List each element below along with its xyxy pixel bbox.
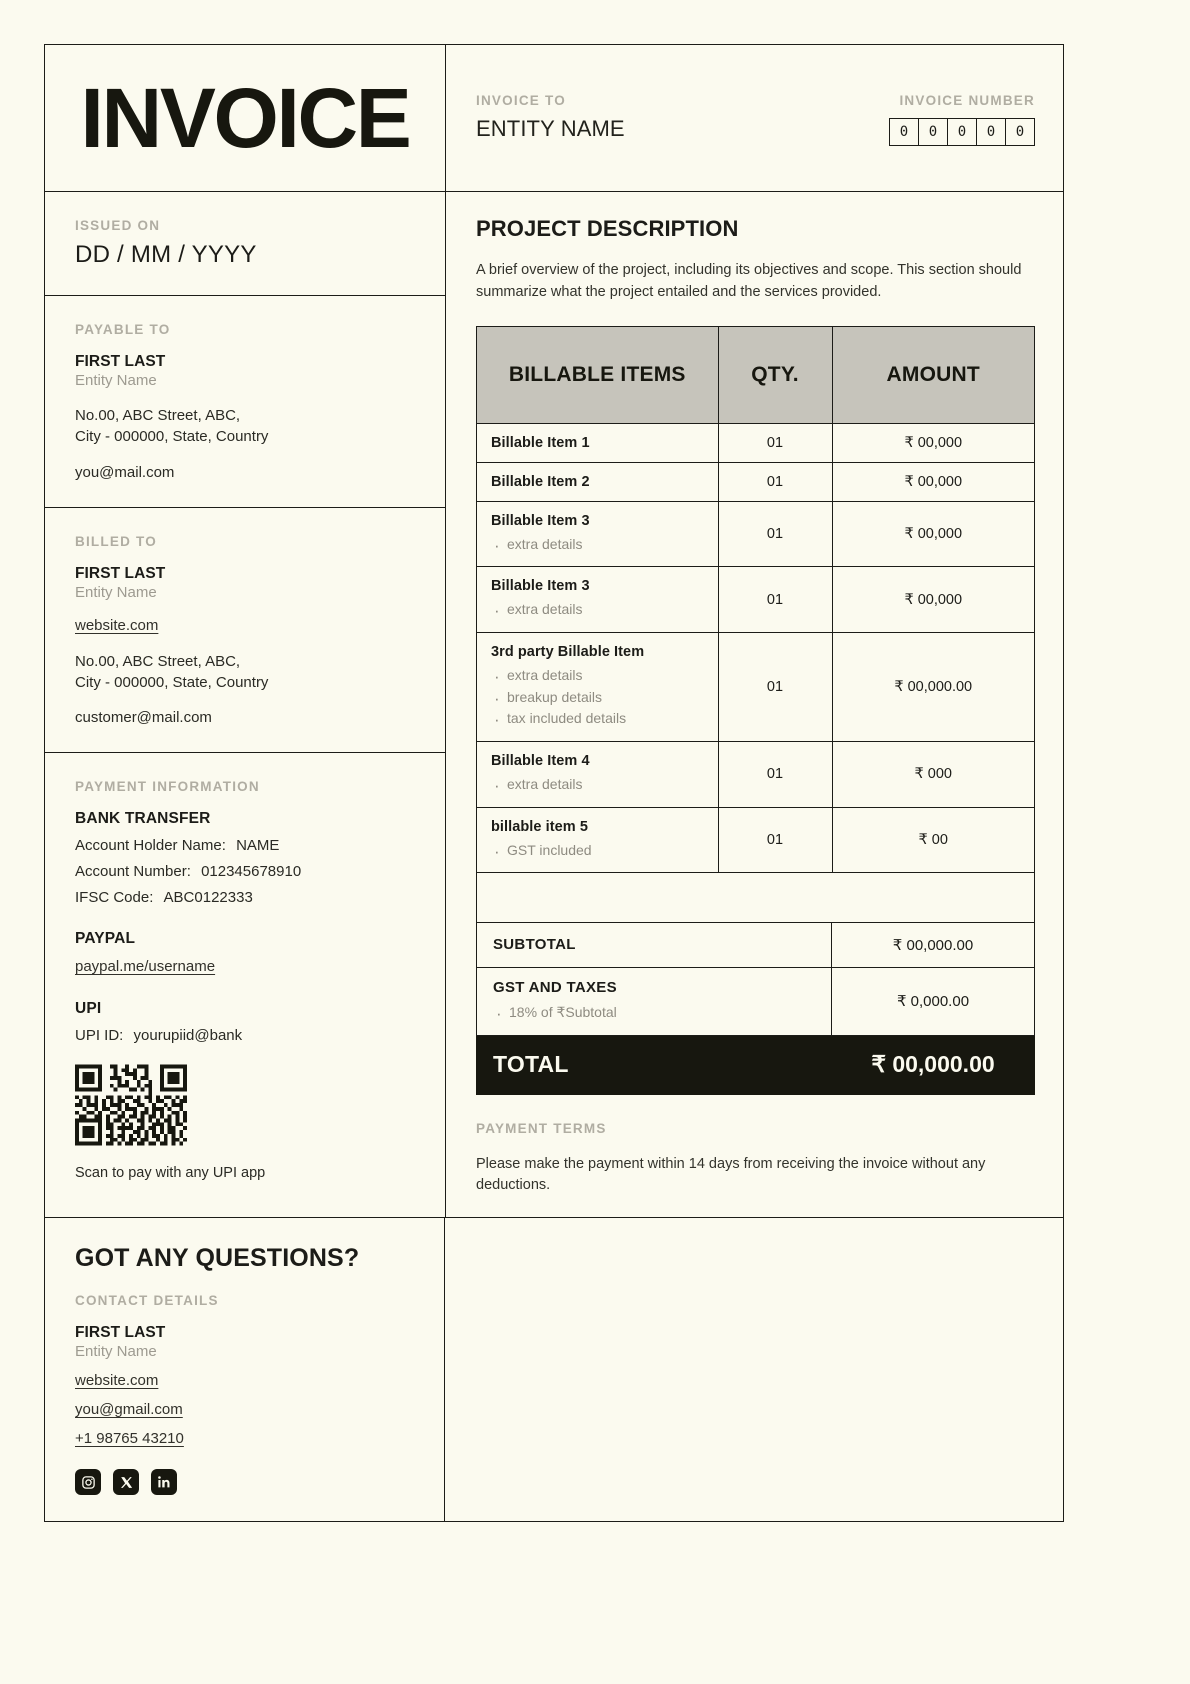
account-holder-row — [75, 837, 415, 854]
table-row — [477, 423, 1034, 462]
invoice-to-label: INVOICE TO — [476, 93, 566, 108]
qr-caption: Scan to pay with any UPI app — [75, 1165, 266, 1182]
gst-detail-list — [493, 1002, 815, 1024]
payable-to-address-line1: No.00, ABC Street, ABC, — [75, 407, 241, 424]
invoice-number-digit-0[interactable]: 0 — [890, 119, 919, 145]
cell-qty: 01 — [718, 741, 832, 807]
gst-label: GST AND TAXES — [493, 978, 617, 996]
x-twitter-icon[interactable] — [113, 1469, 139, 1495]
invoice-header-band — [45, 45, 1063, 192]
invoice-number-digit-1[interactable]: 0 — [919, 119, 948, 145]
issued-on-label: ISSUED ON — [75, 218, 161, 233]
invoice-number-group — [889, 93, 1035, 146]
cell-qty: 01 — [718, 807, 832, 873]
account-holder-value: NAME — [236, 837, 280, 855]
table-row — [477, 741, 1034, 807]
billed-to-website-link[interactable]: website.com — [75, 616, 159, 634]
project-description-heading: PROJECT DESCRIPTION — [476, 216, 739, 241]
item-name: Billable Item 2 — [491, 473, 590, 490]
item-name: 3rd party Billable Item — [491, 643, 645, 660]
payment-information-block — [45, 753, 445, 1207]
cell-qty: 01 — [718, 501, 832, 567]
questions-heading: GOT ANY QUESTIONS? — [75, 1244, 360, 1272]
gst-detail: · 18% of ₹Subtotal — [493, 1002, 815, 1024]
table-row — [477, 632, 1034, 741]
cell-item — [477, 462, 718, 501]
payable-to-entity: Entity Name — [75, 372, 157, 389]
ifsc-row — [75, 889, 415, 906]
payable-to-name: FIRST LAST — [75, 353, 166, 370]
contact-phone-link[interactable]: +1 98765 43210 — [75, 1430, 184, 1447]
item-detail-list — [491, 774, 704, 796]
item-detail: · extra details — [491, 774, 704, 796]
item-detail: · tax included details — [491, 708, 704, 730]
cell-item — [477, 501, 718, 567]
billed-to-address — [75, 651, 415, 694]
account-number-value: 012345678910 — [201, 863, 302, 881]
left-column — [45, 192, 446, 1217]
column-header-qty: QTY. — [718, 327, 832, 424]
invoice-body-band — [45, 192, 1063, 1217]
item-name: billable item 5 — [491, 818, 588, 835]
payable-to-email: you@mail.com — [75, 463, 175, 481]
table-empty-space — [477, 873, 1034, 923]
bank-transfer-heading: BANK TRANSFER — [75, 810, 211, 828]
page-title: INVOICE — [80, 71, 410, 165]
contact-email-link[interactable]: you@gmail.com — [75, 1401, 183, 1418]
social-links — [75, 1469, 414, 1495]
billed-to-address-line2: City - 000000, State, Country — [75, 673, 269, 691]
cell-amount: ₹ 00,000 — [832, 501, 1034, 567]
item-name: Billable Item 3 — [491, 578, 590, 595]
issued-on-value: DD / MM / YYYY — [75, 241, 257, 268]
billed-to-label: BILLED TO — [75, 533, 157, 549]
subtotal-label-cell — [477, 925, 831, 965]
cell-item — [477, 741, 718, 807]
project-description-text: A brief overview of the project, including its objectives and scope. This section should summarize what the project entailed and the services provided. — [476, 262, 1022, 300]
gst-row — [476, 968, 1035, 1036]
contact-entity: Entity Name — [75, 1343, 157, 1360]
paypal-heading: PAYPAL — [75, 930, 136, 948]
invoice-footer-band — [45, 1217, 1063, 1521]
billed-to-email: customer@mail.com — [75, 709, 212, 727]
contact-details-label: CONTACT DETAILS — [75, 1293, 219, 1308]
billed-to-address-line1: No.00, ABC Street, ABC, — [75, 652, 241, 670]
cell-amount: ₹ 00,000 — [832, 462, 1034, 501]
cell-amount: ₹ 00,000 — [832, 567, 1034, 633]
total-row — [476, 1036, 1035, 1095]
cell-item — [477, 632, 718, 741]
gst-value: ₹ 0,000.00 — [831, 968, 1034, 1035]
upi-heading: UPI — [75, 1000, 102, 1018]
invoice-number-boxes[interactable] — [889, 118, 1035, 146]
contact-name: FIRST LAST — [75, 1324, 166, 1341]
billable-items-table-wrapper — [476, 326, 1035, 923]
payment-information-label: PAYMENT INFORMATION — [75, 779, 260, 795]
totals-section — [476, 923, 1035, 1095]
instagram-icon[interactable] — [75, 1469, 101, 1495]
contact-website-link[interactable]: website.com — [75, 1372, 159, 1389]
issued-on-block — [45, 192, 445, 296]
table-header-row — [477, 327, 1034, 424]
total-label: TOTAL — [493, 1051, 569, 1077]
payable-to-block — [45, 296, 445, 508]
invoice-to-cell — [446, 45, 1063, 191]
footer-right-spacer — [445, 1218, 1063, 1521]
account-number-row — [75, 863, 415, 880]
item-detail-list — [491, 840, 704, 862]
payable-to-address — [75, 405, 415, 448]
ifsc-value: ABC0122333 — [163, 889, 253, 907]
item-detail: · breakup details — [491, 687, 704, 709]
item-detail: · extra details — [491, 599, 704, 621]
payment-terms-label: PAYMENT TERMS — [476, 1120, 607, 1136]
item-name: Billable Item 3 — [491, 512, 590, 529]
upi-qr-code — [75, 1064, 187, 1146]
cell-item — [477, 807, 718, 873]
invoice-number-digit-3[interactable]: 0 — [977, 119, 1006, 145]
account-number-label: Account Number: — [75, 863, 191, 881]
table-row — [477, 567, 1034, 633]
subtotal-label: SUBTOTAL — [493, 935, 576, 953]
cell-qty: 01 — [718, 567, 832, 633]
invoice-number-digit-2[interactable]: 0 — [948, 119, 977, 145]
subtotal-value: ₹ 00,000.00 — [831, 923, 1034, 967]
total-value: ₹ 00,000.00 — [871, 1051, 995, 1077]
upi-id-value: yourupiid@bank — [133, 1027, 243, 1045]
upi-id-row — [75, 1027, 415, 1044]
column-header-items: BILLABLE ITEMS — [477, 327, 718, 424]
payment-terms-block — [446, 1095, 1063, 1218]
invoice-to-group — [476, 93, 625, 142]
questions-block — [45, 1218, 445, 1521]
table-row — [477, 501, 1034, 567]
cell-amount: ₹ 000 — [832, 741, 1034, 807]
billed-to-entity: Entity Name — [75, 583, 157, 601]
billed-to-name: FIRST LAST — [75, 564, 166, 582]
item-name: Billable Item 4 — [491, 752, 590, 769]
linkedin-icon[interactable] — [151, 1469, 177, 1495]
invoice-number-label: INVOICE NUMBER — [899, 93, 1035, 108]
cell-amount: ₹ 00,000.00 — [832, 632, 1034, 741]
account-holder-label: Account Holder Name: — [75, 837, 226, 855]
cell-qty: 01 — [718, 632, 832, 741]
invoice-title-cell — [45, 45, 446, 191]
cell-amount: ₹ 00,000 — [832, 423, 1034, 462]
invoice-document — [44, 44, 1064, 1522]
billable-items-table — [477, 327, 1034, 874]
paypal-link[interactable]: paypal.me/username — [75, 958, 216, 976]
item-detail: · extra details — [491, 534, 704, 556]
billed-to-block — [45, 508, 445, 754]
payable-to-address-line2: City - 000000, State, Country — [75, 428, 269, 446]
item-name: Billable Item 1 — [491, 434, 590, 451]
item-detail: · extra details — [491, 665, 704, 687]
total-label-cell — [477, 1040, 832, 1089]
item-detail: · GST included — [491, 840, 704, 862]
cell-item — [477, 567, 718, 633]
payment-terms-text: Please make the payment within 14 days from receiving the invoice without any deductions. — [476, 1155, 986, 1194]
table-row — [477, 807, 1034, 873]
cell-qty: 01 — [718, 462, 832, 501]
item-detail-list — [491, 665, 704, 730]
cell-item — [477, 423, 718, 462]
cell-qty: 01 — [718, 423, 832, 462]
project-description-block — [446, 192, 1063, 326]
payable-to-label: PAYABLE TO — [75, 322, 171, 337]
invoice-number-digit-4[interactable]: 0 — [1015, 124, 1025, 140]
gst-label-cell — [477, 968, 831, 1035]
table-row — [477, 462, 1034, 501]
item-detail-list — [491, 534, 704, 556]
invoice-to-name: ENTITY NAME — [476, 116, 625, 141]
subtotal-row — [476, 923, 1035, 968]
ifsc-label: IFSC Code: — [75, 889, 154, 907]
item-detail-list — [491, 599, 704, 621]
column-header-amount: AMOUNT — [832, 327, 1034, 424]
upi-id-label: UPI ID: — [75, 1027, 124, 1045]
right-column — [446, 192, 1063, 1217]
cell-amount: ₹ 00 — [832, 807, 1034, 873]
